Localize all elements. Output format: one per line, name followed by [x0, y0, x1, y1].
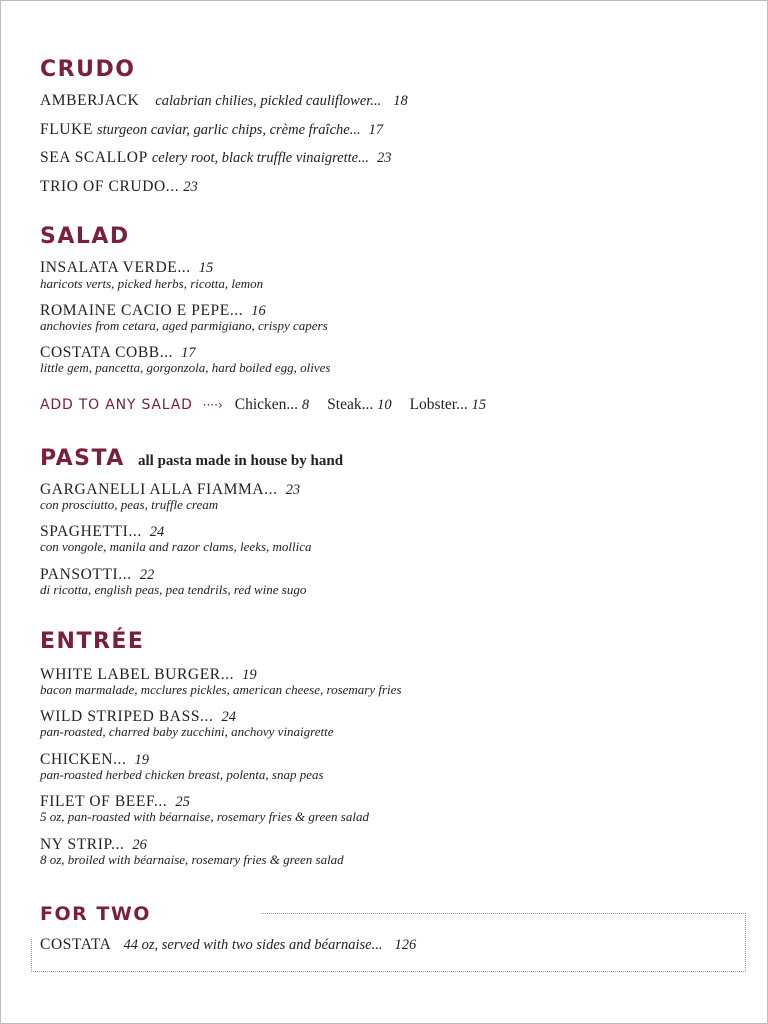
- item-description: 8 oz, broiled with béarnaise, rosemary fries & green salad: [40, 852, 344, 867]
- item-price: 17: [368, 122, 384, 138]
- item-price: 18: [393, 93, 408, 109]
- menu-item-sea-scallop: [40, 150, 391, 166]
- menu-item-filet-of-beef: [40, 794, 190, 810]
- item-description: anchovies from cetara, aged parmigiano, crispy capers: [40, 318, 328, 333]
- item-price: 22: [139, 567, 155, 583]
- addon-label: ADD TO ANY SALAD: [40, 397, 193, 413]
- item-price: 19: [134, 752, 150, 768]
- item-price: 126: [394, 937, 417, 953]
- menu-item-romaine-cacio-e-pepe: [40, 303, 266, 319]
- menu-item-white-label-burger: [40, 667, 257, 683]
- item-description: 5 oz, pan-roasted with béarnaise, rosemary fries & green salad: [40, 809, 369, 824]
- item-price: 19: [242, 667, 257, 683]
- menu-item-amberjack: [40, 93, 408, 109]
- item-description: pan-roasted, charred baby zucchini, anchovy vinaigrette: [40, 724, 334, 739]
- menu-item-costata-cobb: [40, 345, 196, 361]
- menu-item-fluke: [40, 122, 383, 138]
- item-name: FLUKE: [40, 121, 93, 138]
- item-description: di ricotta, english peas, pea tendrils, red wine sugo: [40, 582, 307, 597]
- section-title-pasta: [40, 448, 343, 470]
- item-description: con vongole, manila and razor clams, leeks, mollica: [40, 539, 312, 554]
- item-name: SEA SCALLOP: [40, 149, 148, 166]
- item-price: 15: [198, 260, 214, 276]
- section-note: all pasta made in house by hand: [137, 453, 344, 469]
- section-title-for-two: FOR TWO: [40, 903, 151, 925]
- item-name: NY STRIP...: [40, 836, 125, 853]
- item-price: 24: [221, 709, 236, 725]
- item-description: haricots verts, picked herbs, ricotta, lemon: [40, 276, 264, 291]
- dotted-arrow-icon: ····›: [202, 398, 223, 412]
- item-price: 17: [181, 345, 196, 361]
- menu-item-wild-striped-bass: [40, 709, 236, 725]
- item-name: TRIO OF CRUDO...: [40, 178, 180, 195]
- item-name: COSTATA COBB...: [40, 344, 174, 361]
- item-description: celery root, black truffle vinaigrette...: [151, 150, 369, 166]
- section-title-text: PASTA: [40, 446, 125, 471]
- menu-item-insalata-verde: [40, 260, 213, 276]
- menu-item-ny-strip: [40, 837, 147, 853]
- item-price: 26: [132, 837, 147, 853]
- addon-option-steak: Steak... 10: [327, 396, 392, 413]
- item-name: SPAGHETTI...: [40, 523, 142, 540]
- menu-item-chicken: [40, 752, 149, 768]
- item-name: ROMAINE CACIO E PEPE...: [40, 302, 244, 319]
- menu-item-garganelli: [40, 482, 300, 498]
- item-name: INSALATA VERDE...: [40, 259, 191, 276]
- salad-addon-row: [40, 397, 500, 413]
- item-description: con prosciutto, peas, truffle cream: [40, 497, 219, 512]
- section-title-crudo: CRUDO: [40, 57, 136, 82]
- item-description: bacon marmalade, mcclures pickles, american cheese, rosemary fries: [40, 682, 402, 697]
- item-name: GARGANELLI ALLA FIAMMA...: [40, 481, 278, 498]
- item-name: AMBERJACK: [40, 92, 140, 109]
- item-name: FILET OF BEEF...: [40, 793, 168, 810]
- item-price: 24: [149, 524, 165, 540]
- item-price: 23: [376, 150, 392, 166]
- addon-option-chicken: Chicken... 8: [234, 396, 310, 413]
- menu-item-spaghetti: [40, 524, 164, 540]
- item-description: little gem, pancetta, gorgonzola, hard boiled egg, olives: [40, 360, 331, 375]
- section-title-entree: ENTRÉE: [40, 629, 145, 654]
- item-description: 44 oz, served with two sides and béarnaise...: [123, 937, 383, 953]
- item-description: pan-roasted herbed chicken breast, polenta, snap peas: [40, 767, 324, 782]
- item-price: 23: [285, 482, 301, 498]
- item-name: COSTATA: [40, 936, 112, 953]
- item-name: PANSOTTI...: [40, 566, 132, 583]
- item-price: 23: [183, 179, 198, 195]
- item-description: sturgeon caviar, garlic chips, crème fraîche...: [96, 122, 361, 138]
- item-name: CHICKEN...: [40, 751, 127, 768]
- item-name: WILD STRIPED BASS...: [40, 708, 214, 725]
- addon-option-lobster: Lobster... 15: [409, 396, 487, 413]
- item-price: 16: [251, 303, 266, 319]
- menu-item-pansotti: [40, 567, 154, 583]
- menu-item-costata: [40, 937, 416, 953]
- item-description: calabrian chilies, pickled cauliflower...: [155, 93, 382, 109]
- item-price: 25: [175, 794, 190, 810]
- menu-item-trio-of-crudo: [40, 179, 198, 195]
- item-name: WHITE LABEL BURGER...: [40, 666, 235, 683]
- section-title-salad: SALAD: [40, 224, 130, 249]
